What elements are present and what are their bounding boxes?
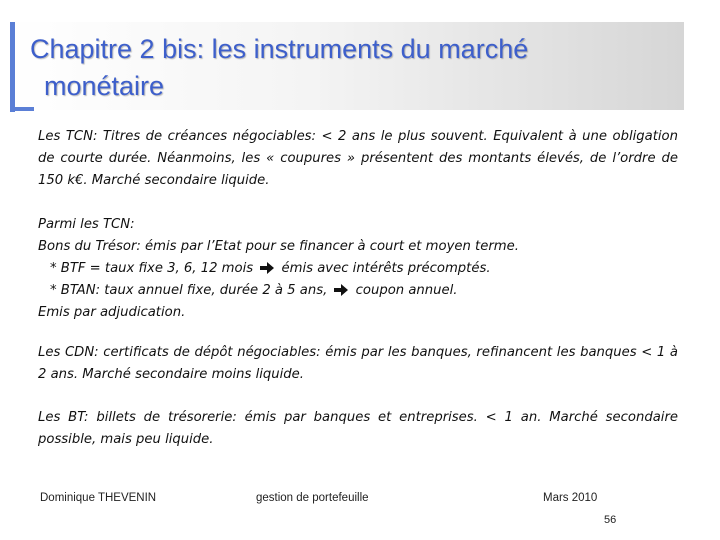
paragraph-tcn: Les TCN: Titres de créances négociables: < 2 ans le plus souvent. Equivalent à une obligation de courte durée. Néanmoins, les « coupures » présentent des montants élevés, de l’ordre de 150 k€. Marché secondaire liquide. (38, 129, 678, 188)
btan-text-pre: * BTAN: taux annuel fixe, durée 2 à 5 ans, (50, 283, 328, 298)
parmi-heading: Parmi les TCN: (38, 217, 135, 232)
footer-course: gestion de portefeuille (256, 492, 369, 504)
paragraph-bt: Les BT: billets de trésorerie: émis par banques et entreprises. < 1 an. Marché secondaire possible, mais peu liquide. (38, 410, 678, 447)
slide-title-line-1: Chapitre 2 bis: les instruments du marché (30, 34, 529, 64)
paragraph-parmi-tcn (38, 214, 678, 324)
adjudication-line: Emis par adjudication. (38, 305, 186, 320)
right-arrow-icon (260, 262, 274, 274)
title-accent-underline (10, 107, 34, 111)
right-arrow-icon (334, 284, 348, 296)
page-number: 56 (604, 514, 617, 526)
footer-date: Mars 2010 (543, 492, 598, 504)
slide-title-line-2: monétaire (44, 71, 165, 101)
btf-text-post: émis avec intérêts précomptés. (281, 261, 491, 276)
btan-text-post: coupon annuel. (355, 283, 458, 298)
btf-text-pre: * BTF = taux fixe 3, 6, 12 mois (50, 261, 254, 276)
footer-author: Dominique THEVENIN (40, 492, 157, 504)
bons-tresor-line: Bons du Trésor: émis par l’Etat pour se financer à court et moyen terme. (38, 239, 519, 254)
btf-line (38, 258, 678, 280)
btan-line (38, 280, 678, 302)
title-accent-bar (10, 22, 15, 112)
paragraph-cdn: Les CDN: certificats de dépôt négociables: émis par les banques, refinancent les banques < 1 à 2 ans. Marché secondaire moins liquide. (38, 345, 678, 382)
